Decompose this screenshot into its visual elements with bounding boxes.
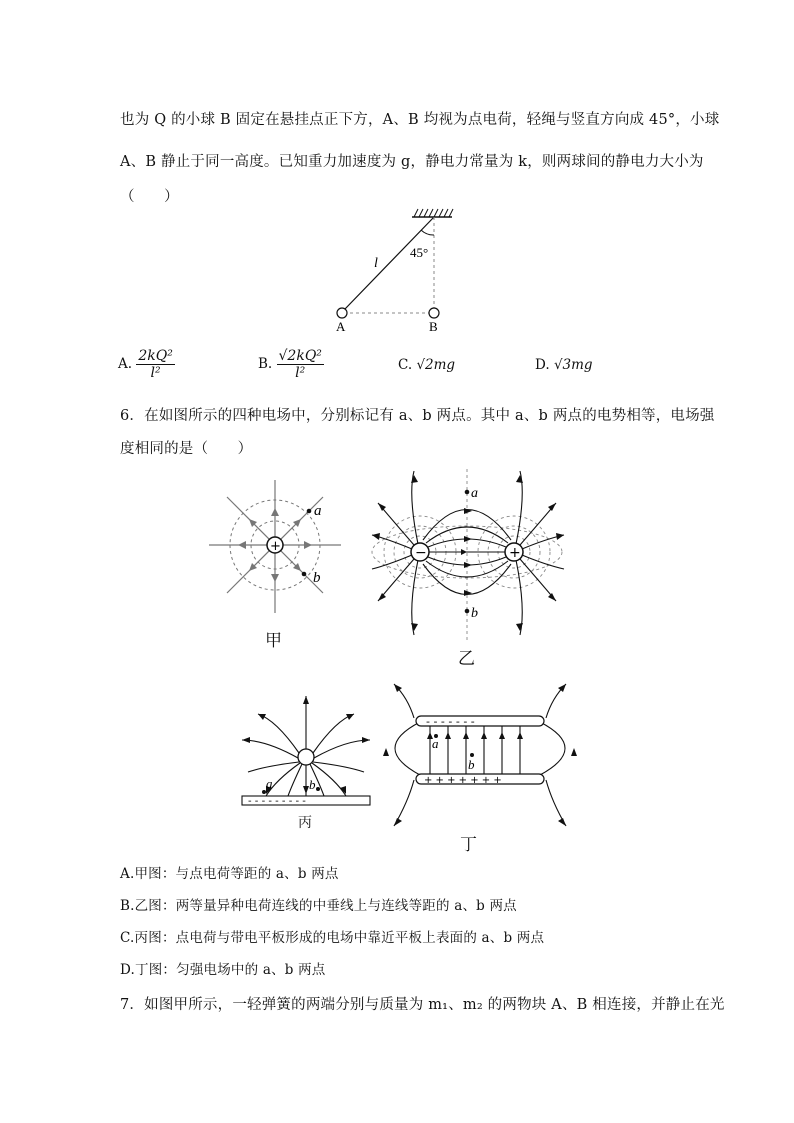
svg-text:- - - - - - - - -: - - - - - - - - -	[248, 796, 306, 807]
q6-option-d: D.丁图：匀强电场中的 a、b 两点	[120, 962, 326, 978]
yi-label-a: a	[471, 486, 478, 501]
q5-option-b: B. $\frac{\text{√2kQ²}}{\text{l²}}$	[258, 348, 322, 382]
q6-option-b: B.乙图：两等量异种电荷连线的中垂线上与连线等距的 a、b 两点	[120, 898, 517, 914]
angle-label: 45°	[410, 245, 429, 260]
svg-text:+: +	[509, 545, 521, 561]
svg-text:−: −	[415, 545, 427, 561]
ball-b-label: B	[429, 319, 438, 334]
ding-label-b: b	[468, 757, 475, 772]
q5-option-c: C. √2mg	[398, 357, 456, 373]
length-label: l	[374, 256, 378, 271]
bing-label-b: b	[309, 777, 316, 792]
svg-text:+ + + + + + +: + + + + + + +	[424, 775, 502, 786]
jia-label-b: b	[313, 570, 321, 586]
ball-a-label: A	[336, 319, 346, 334]
q6-option-a: A.甲图：与点电荷等距的 a、b 两点	[120, 866, 339, 882]
q5-option-d: D. √3mg	[535, 357, 593, 373]
fig-ding-plates	[380, 680, 580, 830]
yi-label-b: b	[471, 606, 478, 621]
q7-line-1: 7．如图甲所示，一轻弹簧的两端分别与质量为 m₁、m₂ 的两物块 A、B 相连接，并静止在光	[120, 997, 725, 1013]
fig-bing-caption: 丙	[298, 815, 312, 831]
svg-text:- - - - - - -: - - - - - - -	[426, 715, 475, 728]
q5-line-3: （ ）	[120, 189, 179, 205]
fig-jia-caption: 甲	[265, 631, 282, 651]
fig-ding-caption: 丁	[460, 835, 477, 855]
fig-yi-dipole	[368, 465, 578, 645]
pendulum-figure	[320, 205, 470, 335]
svg-text:+: +	[270, 539, 281, 554]
jia-label-a: a	[314, 503, 322, 519]
fig-jia-point-charge	[205, 478, 350, 623]
q6-line-2: 度相同的是（ ）	[120, 441, 253, 457]
ding-label-a: a	[432, 736, 439, 751]
bing-label-a: a	[266, 776, 273, 791]
q5-option-a: A. $\frac{\text{2kQ²}}{\text{l²}}$	[118, 348, 173, 382]
fig-bing-plate	[236, 690, 376, 810]
q5-line-1: 也为 Q 的小球 B 固定在悬挂点正下方，A、B 均视为点电荷，轻绳与竖直方向成 45°，小球	[120, 112, 720, 128]
q5-line-2: A、B 静止于同一高度。已知重力加速度为 g，静电力常量为 k，则两球间的静电力大小为	[120, 154, 704, 170]
q6-line-1: 6．在如图所示的四种电场中，分别标记有 a、b 两点。其中 a、b 两点的电势相等，电场强	[120, 408, 715, 424]
fig-yi-caption: 乙	[458, 649, 475, 669]
q6-option-c: C.丙图：点电荷与带电平板形成的电场中靠近平板上表面的 a、b 两点	[120, 930, 545, 946]
